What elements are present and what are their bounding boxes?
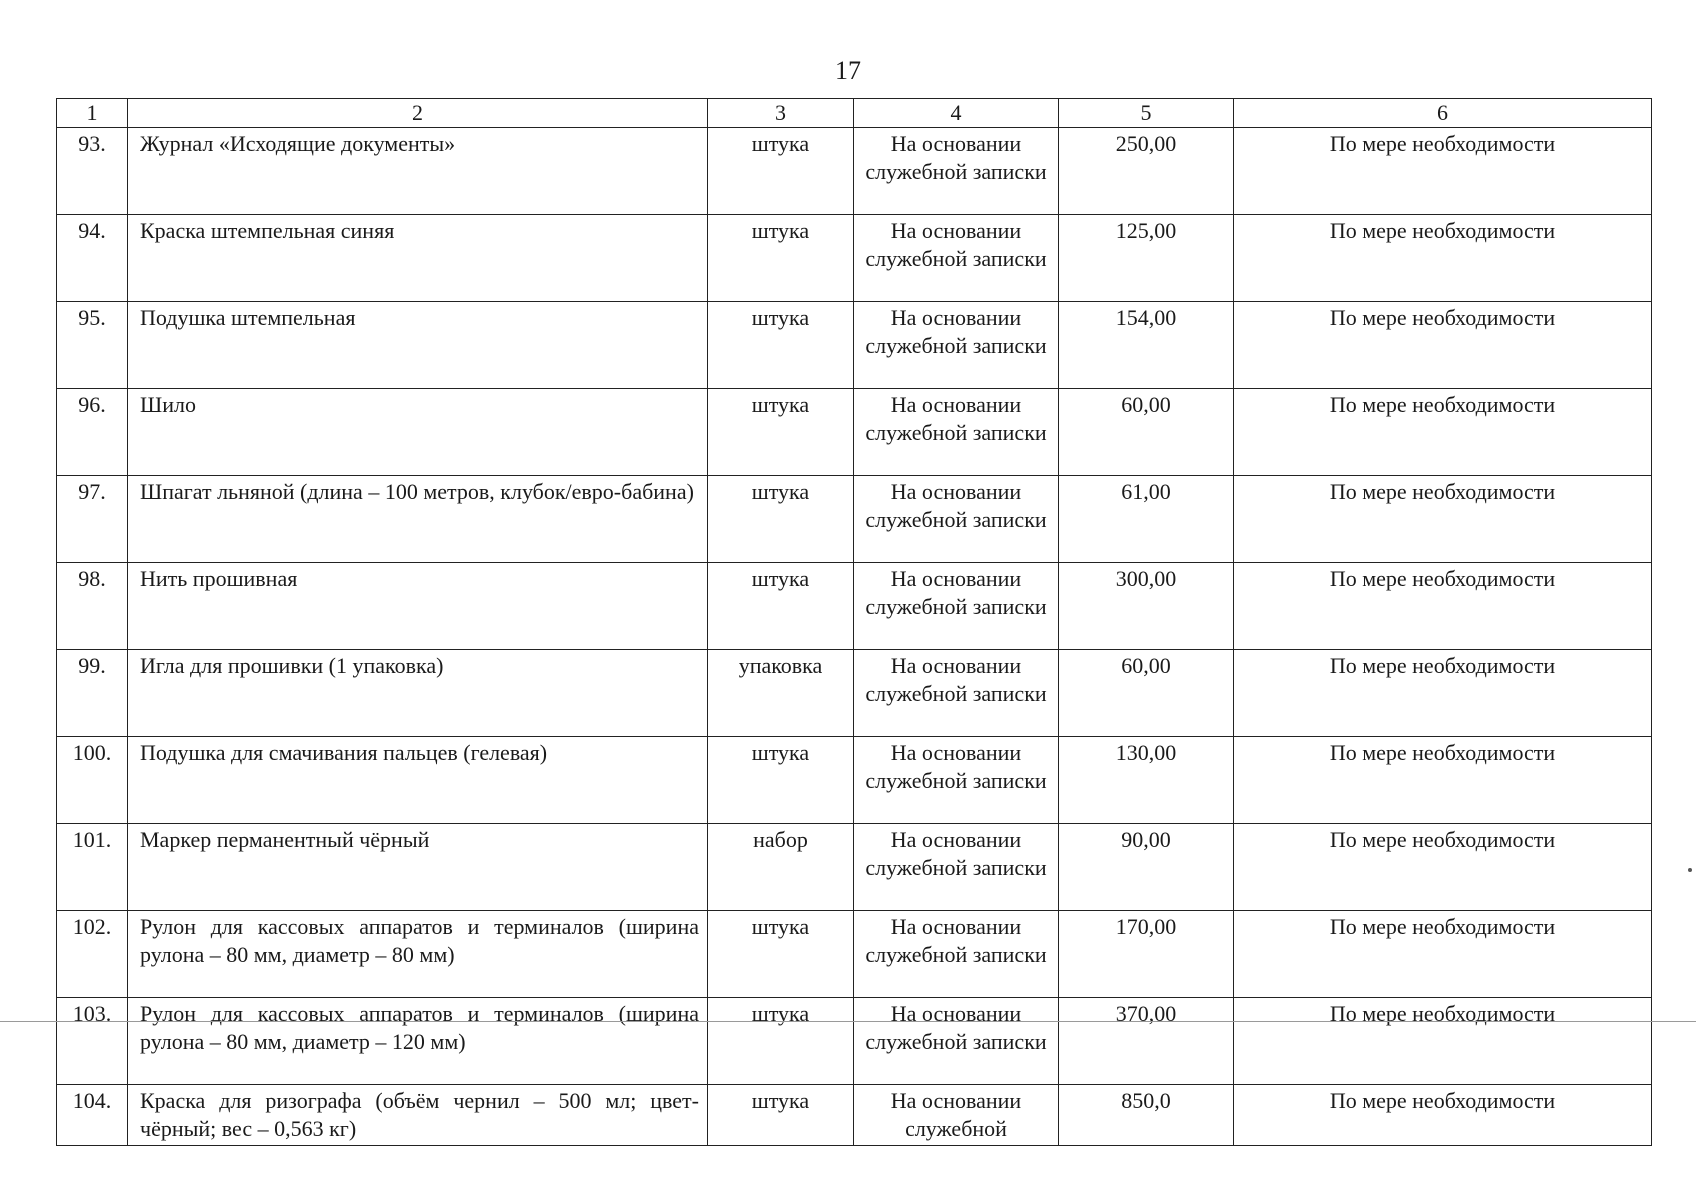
item-name: Рулон для кассовых аппаратов и терминалов (ширина рулона – 80 мм, диаметр – 80 мм) <box>128 911 708 998</box>
row-number: 98. <box>57 563 128 650</box>
frequency-text: По мере необходимости <box>1234 215 1652 302</box>
unit-of-measure: штука <box>708 911 854 998</box>
column-number: 1 <box>57 99 128 128</box>
frequency-text: По мере необходимости <box>1234 476 1652 563</box>
basis-text: На основании служебной <box>854 1085 1059 1146</box>
item-name: Шпагат льняной (длина – 100 метров, клубок/евро-бабина) <box>128 476 708 563</box>
column-number: 4 <box>854 99 1059 128</box>
basis-text: На основании служебной записки <box>854 824 1059 911</box>
item-name: Маркер перманентный чёрный <box>128 824 708 911</box>
row-number: 104. <box>57 1085 128 1146</box>
price-value: 125,00 <box>1059 215 1234 302</box>
price-value: 370,00 <box>1059 998 1234 1085</box>
basis-text: На основании служебной записки <box>854 650 1059 737</box>
price-value: 850,0 <box>1059 1085 1234 1146</box>
column-number: 5 <box>1059 99 1234 128</box>
price-value: 170,00 <box>1059 911 1234 998</box>
unit-of-measure: штука <box>708 215 854 302</box>
unit-of-measure: штука <box>708 128 854 215</box>
column-number: 3 <box>708 99 854 128</box>
table-row <box>57 476 1652 563</box>
basis-text: На основании служебной записки <box>854 302 1059 389</box>
table-row <box>57 998 1652 1085</box>
item-name: Шило <box>128 389 708 476</box>
item-name: Краска штемпельная синяя <box>128 215 708 302</box>
item-name: Подушка для смачивания пальцев (гелевая) <box>128 737 708 824</box>
column-number: 6 <box>1234 99 1652 128</box>
unit-of-measure: штука <box>708 737 854 824</box>
column-number: 2 <box>128 99 708 128</box>
row-number: 94. <box>57 215 128 302</box>
unit-of-measure: штука <box>708 389 854 476</box>
frequency-text: По мере необходимости <box>1234 824 1652 911</box>
unit-of-measure: упаковка <box>708 650 854 737</box>
table-row <box>57 302 1652 389</box>
basis-text: На основании служебной записки <box>854 563 1059 650</box>
price-value: 250,00 <box>1059 128 1234 215</box>
price-value: 60,00 <box>1059 650 1234 737</box>
row-number: 96. <box>57 389 128 476</box>
table-row <box>57 824 1652 911</box>
table-row <box>57 911 1652 998</box>
page-number: 17 <box>835 56 861 85</box>
basis-text: На основании служебной записки <box>854 737 1059 824</box>
frequency-text: По мере необходимости <box>1234 563 1652 650</box>
scan-artifact-line <box>0 1021 1696 1022</box>
price-value: 61,00 <box>1059 476 1234 563</box>
table-row <box>57 215 1652 302</box>
table-row <box>57 389 1652 476</box>
table-row <box>57 563 1652 650</box>
price-value: 60,00 <box>1059 389 1234 476</box>
frequency-text: По мере необходимости <box>1234 389 1652 476</box>
scan-artifact-mark <box>1688 868 1692 872</box>
basis-text: На основании служебной записки <box>854 476 1059 563</box>
row-number: 103. <box>57 998 128 1085</box>
row-number: 95. <box>57 302 128 389</box>
item-name: Подушка штемпельная <box>128 302 708 389</box>
unit-of-measure: штука <box>708 563 854 650</box>
basis-text: На основании служебной записки <box>854 128 1059 215</box>
unit-of-measure: штука <box>708 1085 854 1146</box>
table-row <box>57 128 1652 215</box>
item-name: Рулон для кассовых аппаратов и терминалов (ширина рулона – 80 мм, диаметр – 120 мм) <box>128 998 708 1085</box>
frequency-text: По мере необходимости <box>1234 998 1652 1085</box>
price-value: 154,00 <box>1059 302 1234 389</box>
item-name: Краска для ризографа (объём чернил – 500 мл; цвет-чёрный; вес – 0,563 кг) <box>128 1085 708 1146</box>
frequency-text: По мере необходимости <box>1234 650 1652 737</box>
row-number: 101. <box>57 824 128 911</box>
frequency-text: По мере необходимости <box>1234 128 1652 215</box>
table-row <box>57 737 1652 824</box>
row-number: 99. <box>57 650 128 737</box>
price-value: 300,00 <box>1059 563 1234 650</box>
column-number-row <box>57 99 1652 128</box>
row-number: 100. <box>57 737 128 824</box>
unit-of-measure: штука <box>708 302 854 389</box>
basis-text: На основании служебной записки <box>854 911 1059 998</box>
row-number: 97. <box>57 476 128 563</box>
basis-text: На основании служебной записки <box>854 389 1059 476</box>
price-value: 130,00 <box>1059 737 1234 824</box>
basis-text: На основании служебной записки <box>854 998 1059 1085</box>
unit-of-measure: штука <box>708 476 854 563</box>
row-number: 93. <box>57 128 128 215</box>
basis-text: На основании служебной записки <box>854 215 1059 302</box>
supplies-table <box>56 98 1652 1146</box>
table-row <box>57 1085 1652 1146</box>
item-name: Игла для прошивки (1 упаковка) <box>128 650 708 737</box>
unit-of-measure: набор <box>708 824 854 911</box>
frequency-text: По мере необходимости <box>1234 737 1652 824</box>
item-name: Нить прошивная <box>128 563 708 650</box>
frequency-text: По мере необходимости <box>1234 302 1652 389</box>
item-name: Журнал «Исходящие документы» <box>128 128 708 215</box>
table-row <box>57 650 1652 737</box>
frequency-text: По мере необходимости <box>1234 911 1652 998</box>
row-number: 102. <box>57 911 128 998</box>
price-value: 90,00 <box>1059 824 1234 911</box>
frequency-text: По мере необходимости <box>1234 1085 1652 1146</box>
unit-of-measure: штука <box>708 998 854 1085</box>
